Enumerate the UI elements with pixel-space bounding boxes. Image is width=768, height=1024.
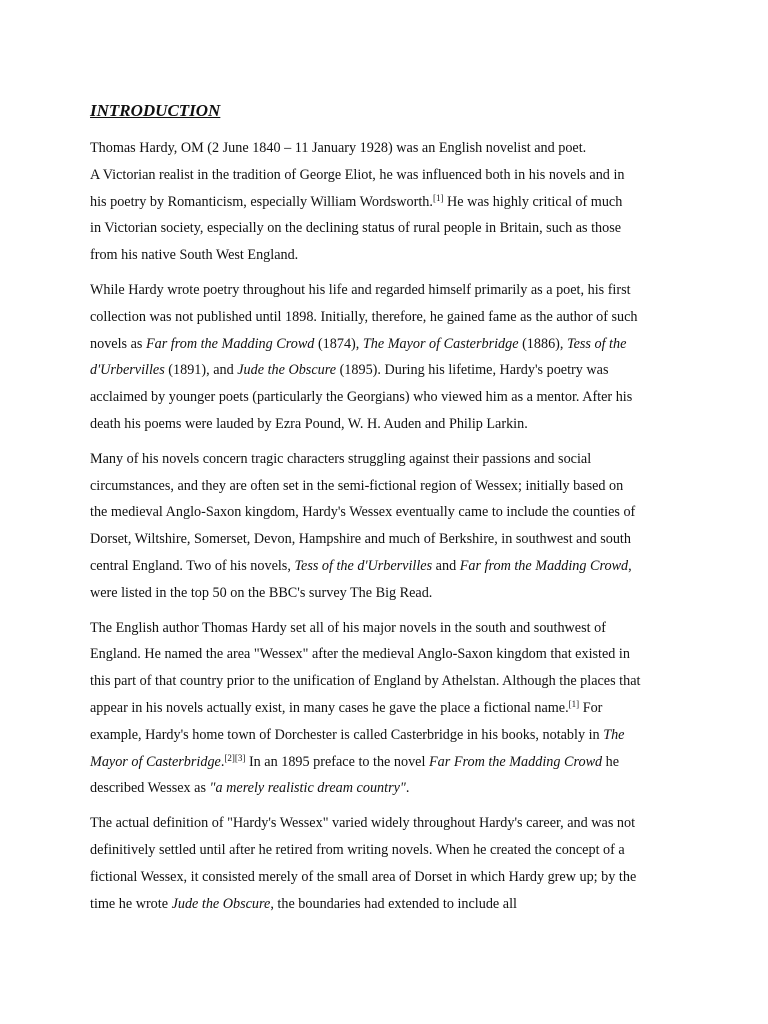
text-line [90, 641, 690, 668]
text-segment: While Hardy wrote poetry throughout his life and regarded himself primarily as a poet, his first [90, 281, 631, 298]
text-segment: were listed in the top 50 on the BBC's survey The Big Read. [90, 584, 433, 601]
text-segment: For [579, 699, 603, 716]
text-line [90, 553, 690, 580]
text-line [90, 189, 690, 216]
text-line [90, 304, 690, 331]
text-segment: described Wessex as [90, 780, 210, 797]
text-segment: England. He named the area "Wessex" after the medieval Anglo-Saxon kingdom that existed in [90, 646, 630, 663]
italic-title: Jude the Obscure [237, 362, 337, 379]
text-line [90, 775, 690, 802]
text-line [90, 891, 690, 918]
text-line [90, 580, 690, 607]
text-line [90, 864, 690, 891]
text-line [90, 749, 690, 776]
italic-title: The Mayor of Casterbridge [362, 335, 519, 352]
text-segment: this part of that country prior to the unification of England by Athelstan. Although the places that [90, 673, 641, 690]
text-line [90, 357, 690, 384]
italic-title: "a merely realistic dream country" [209, 780, 406, 797]
italic-title: Mayor of Casterbridge [90, 753, 221, 770]
text-line [90, 331, 690, 358]
citation-marker: [1] [568, 698, 580, 709]
text-segment: circumstances, and they are often set in the semi-fictional region of Wessex; initially based on [90, 477, 624, 494]
paragraph [90, 615, 690, 803]
text-line [90, 242, 690, 269]
text-segment: A Victorian realist in the tradition of George Eliot, he was influenced both in his novels and in [90, 166, 625, 183]
text-segment: (1891), and [164, 362, 238, 379]
text-segment: acclaimed by younger poets (particularly the Georgians) who viewed him as a mentor. After his [90, 389, 633, 406]
text-line [90, 810, 690, 837]
text-line [90, 526, 690, 553]
text-segment: definitively settled until after he retired from writing novels. When he created the concept of a [90, 841, 625, 858]
text-segment: death his poems were lauded by Ezra Pound, W. H. Auden and Philip Larkin. [90, 415, 528, 432]
text-segment: Many of his novels concern tragic characters struggling against their passions and social [90, 450, 592, 467]
text-segment: The actual definition of "Hardy's Wessex" varied widely throughout Hardy's career, and was not [90, 815, 636, 832]
text-line [90, 446, 690, 473]
italic-title: Far From the Madding Crowd [428, 753, 603, 770]
italic-title: The [603, 726, 625, 743]
citation-marker: [1] [432, 192, 444, 203]
text-segment: , [628, 557, 632, 574]
text-line [90, 162, 690, 189]
text-line [90, 473, 690, 500]
text-line [90, 215, 690, 242]
text-line [90, 695, 690, 722]
italic-title: Far from the Madding Crowd [459, 557, 629, 574]
citation-marker: [2][3] [224, 752, 246, 763]
text-segment: he [602, 753, 620, 770]
italic-title: Jude the Obscure [171, 895, 271, 912]
text-segment: fictional Wessex, it consisted merely of the small area of Dorset in which Hardy grew up; by the [90, 868, 637, 885]
text-line [90, 668, 690, 695]
text-line [90, 615, 690, 642]
page-title: INTRODUCTION [90, 101, 221, 120]
text-segment: (1874), [314, 335, 363, 352]
text-segment: example, Hardy's home town of Dorchester is called Casterbridge in his books, notably in [90, 726, 604, 743]
paragraph [90, 135, 690, 269]
text-segment: , the boundaries had extended to include all [270, 895, 517, 912]
text-segment: and [432, 557, 460, 574]
text-segment: time he wrote [90, 895, 172, 912]
text-line [90, 277, 690, 304]
text-segment: central England. Two of his novels, [90, 557, 295, 574]
text-segment: . [220, 753, 225, 770]
text-segment: (1886), [518, 335, 567, 352]
text-segment: from his native South West England. [90, 247, 299, 264]
text-line [90, 837, 690, 864]
text-segment: the medieval Anglo-Saxon kingdom, Hardy's Wessex eventually came to include the counties of [90, 504, 636, 521]
italic-title: Tess of the [567, 335, 627, 352]
text-line [90, 722, 690, 749]
text-line [90, 499, 690, 526]
text-line [90, 411, 690, 438]
text-segment: . [405, 780, 410, 797]
text-segment: He was highly critical of much [443, 193, 623, 210]
text-segment: (1895). During his lifetime, Hardy's poetry was [336, 362, 609, 379]
document-page [90, 98, 690, 925]
text-segment: collection was not published until 1898. Initially, therefore, he gained fame as the author of such [90, 308, 638, 325]
text-segment: his poetry by Romanticism, especially William Wordsworth. [90, 193, 433, 210]
italic-title: Far from the Madding Crowd [145, 335, 315, 352]
italic-title: d'Urbervilles [90, 362, 165, 379]
text-line [90, 384, 690, 411]
text-segment: In an 1895 preface to the novel [245, 753, 429, 770]
document-body [90, 135, 690, 917]
italic-title: Tess of the d'Urbervilles [294, 557, 433, 574]
text-segment: Thomas Hardy, OM (2 June 1840 – 11 January 1928) was an English novelist and poet. [90, 140, 587, 156]
text-segment: appear in his novels actually exist, in many cases he gave the place a fictional name. [90, 699, 569, 716]
text-segment: The English author Thomas Hardy set all of his major novels in the south and southwest of [90, 619, 606, 636]
text-segment: novels as [90, 335, 146, 352]
text-line [90, 135, 690, 162]
text-segment: Dorset, Wiltshire, Somerset, Devon, Hampshire and much of Berkshire, in southwest and south [90, 531, 631, 548]
paragraph [90, 810, 690, 917]
text-segment: in Victorian society, especially on the declining status of rural people in Britain, such as those [90, 220, 622, 237]
paragraph [90, 277, 690, 438]
paragraph [90, 446, 690, 607]
